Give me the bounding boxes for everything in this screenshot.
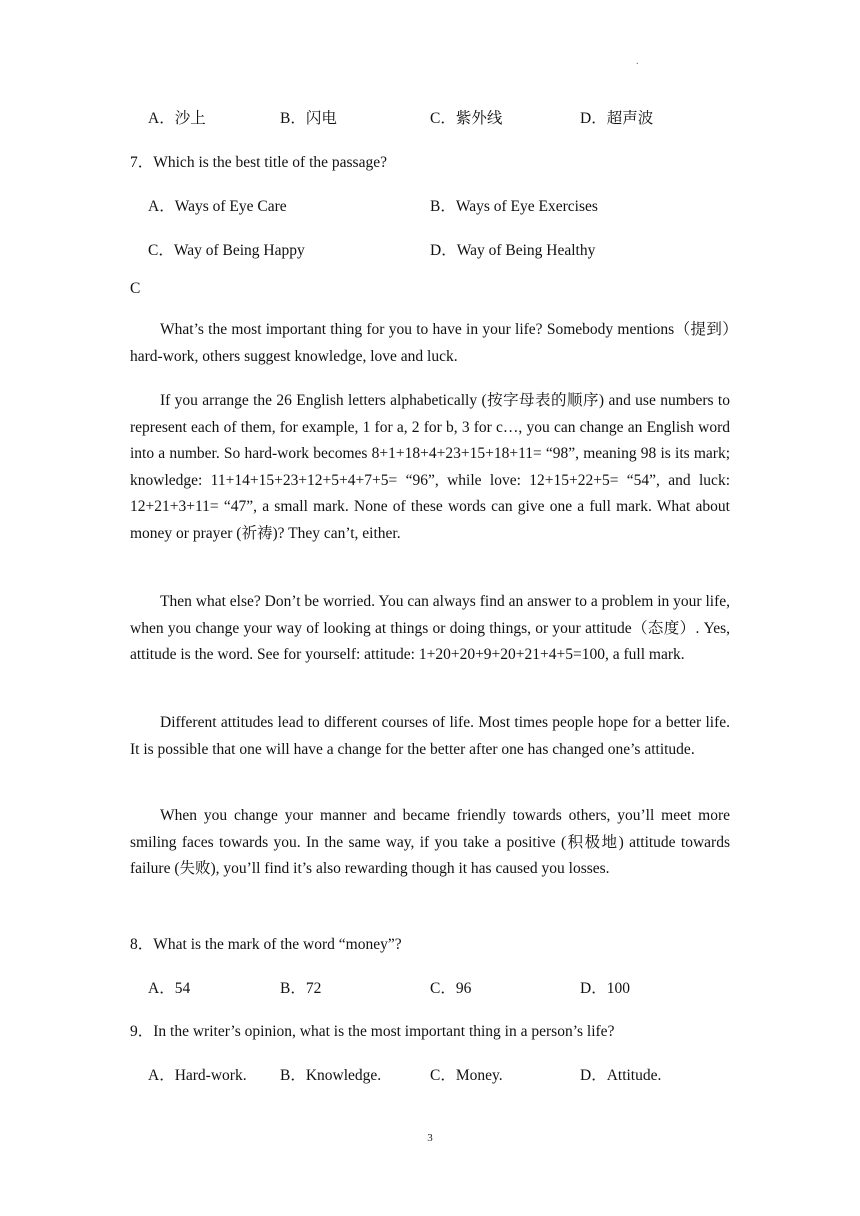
q9-option-a: A．Hard-work.: [148, 1067, 247, 1084]
q9-option-c: C．Money.: [430, 1067, 503, 1084]
q6-option-c: C．紫外线: [430, 110, 503, 127]
passage-paragraph-5: When you change your manner and became friendly towards others, you’ll meet more smiling faces towards you. In the same way, if you take a positive (积极地) attitude towards failure (失败), you’ll find it’s also rewarding though it has caused you losses.: [130, 807, 730, 877]
q6-option-a: A．沙上: [148, 110, 206, 127]
q9-option-d: D．Attitude.: [580, 1067, 662, 1084]
passage-paragraph-3: Then what else? Don’t be worried. You can always find an answer to a problem in your life, when you change your way of looking at things or doing things, or your attitude（态度）. Yes, attitude is the word. See for yourself: attitude: 1+20+20+9+20+21+4+5=100, a full mark.: [130, 593, 730, 663]
q9-question: 9．In the writer’s opinion, what is the most important thing in a person’s life?: [130, 1023, 615, 1040]
q6-option-b: B．闪电: [280, 110, 337, 127]
passage-paragraph-4: Different attitudes lead to different courses of life. Most times people hope for a better life. It is possible that one will have a change for the better after one has changed one’s attitude.: [130, 714, 730, 758]
q7-option-c: C．Way of Being Happy: [148, 242, 305, 259]
passage-paragraph-2: If you arrange the 26 English letters alphabetically (按字母表的顺序) and use numbers to represent each of them, for example, 1 for a, 2 for b, 3 for c…, you can change an English word into a number. So hard-work becomes 8+1+18+4+23+15+18+11= “98”, meaning 98 is its mark; knowledge: 11+14+15+23+12+5+4+7+5= “96”, while love: 12+15+22+5= “54”, and luck: 12+21+3+11= “47”, a small mark. None of these words can give one a full mark. What about money or prayer (祈祷)? They can’t, either.: [130, 392, 730, 542]
q7-question: 7．Which is the best title of the passage?: [130, 154, 387, 171]
q8-option-d: D．100: [580, 980, 630, 997]
passage-paragraph-1: What’s the most important thing for you to have in your life? Somebody mentions（提到）hard-work, others suggest knowledge, love and luck.: [130, 321, 730, 365]
q7-option-a: A．Ways of Eye Care: [148, 198, 287, 215]
section-label: C: [130, 280, 141, 297]
q7-option-d: D．Way of Being Healthy: [430, 242, 596, 259]
q9-option-b: B．Knowledge.: [280, 1067, 382, 1084]
q8-option-a: A．54: [148, 980, 191, 997]
q8-option-c: C．96: [430, 980, 472, 997]
q8-question: 8．What is the mark of the word “money”?: [130, 936, 402, 953]
q8-option-b: B．72: [280, 980, 322, 997]
q6-option-d: D．超声波: [580, 110, 654, 127]
header-mark: .: [636, 56, 639, 67]
q7-option-b: B．Ways of Eye Exercises: [430, 198, 598, 215]
page-number: 3: [427, 1132, 433, 1144]
